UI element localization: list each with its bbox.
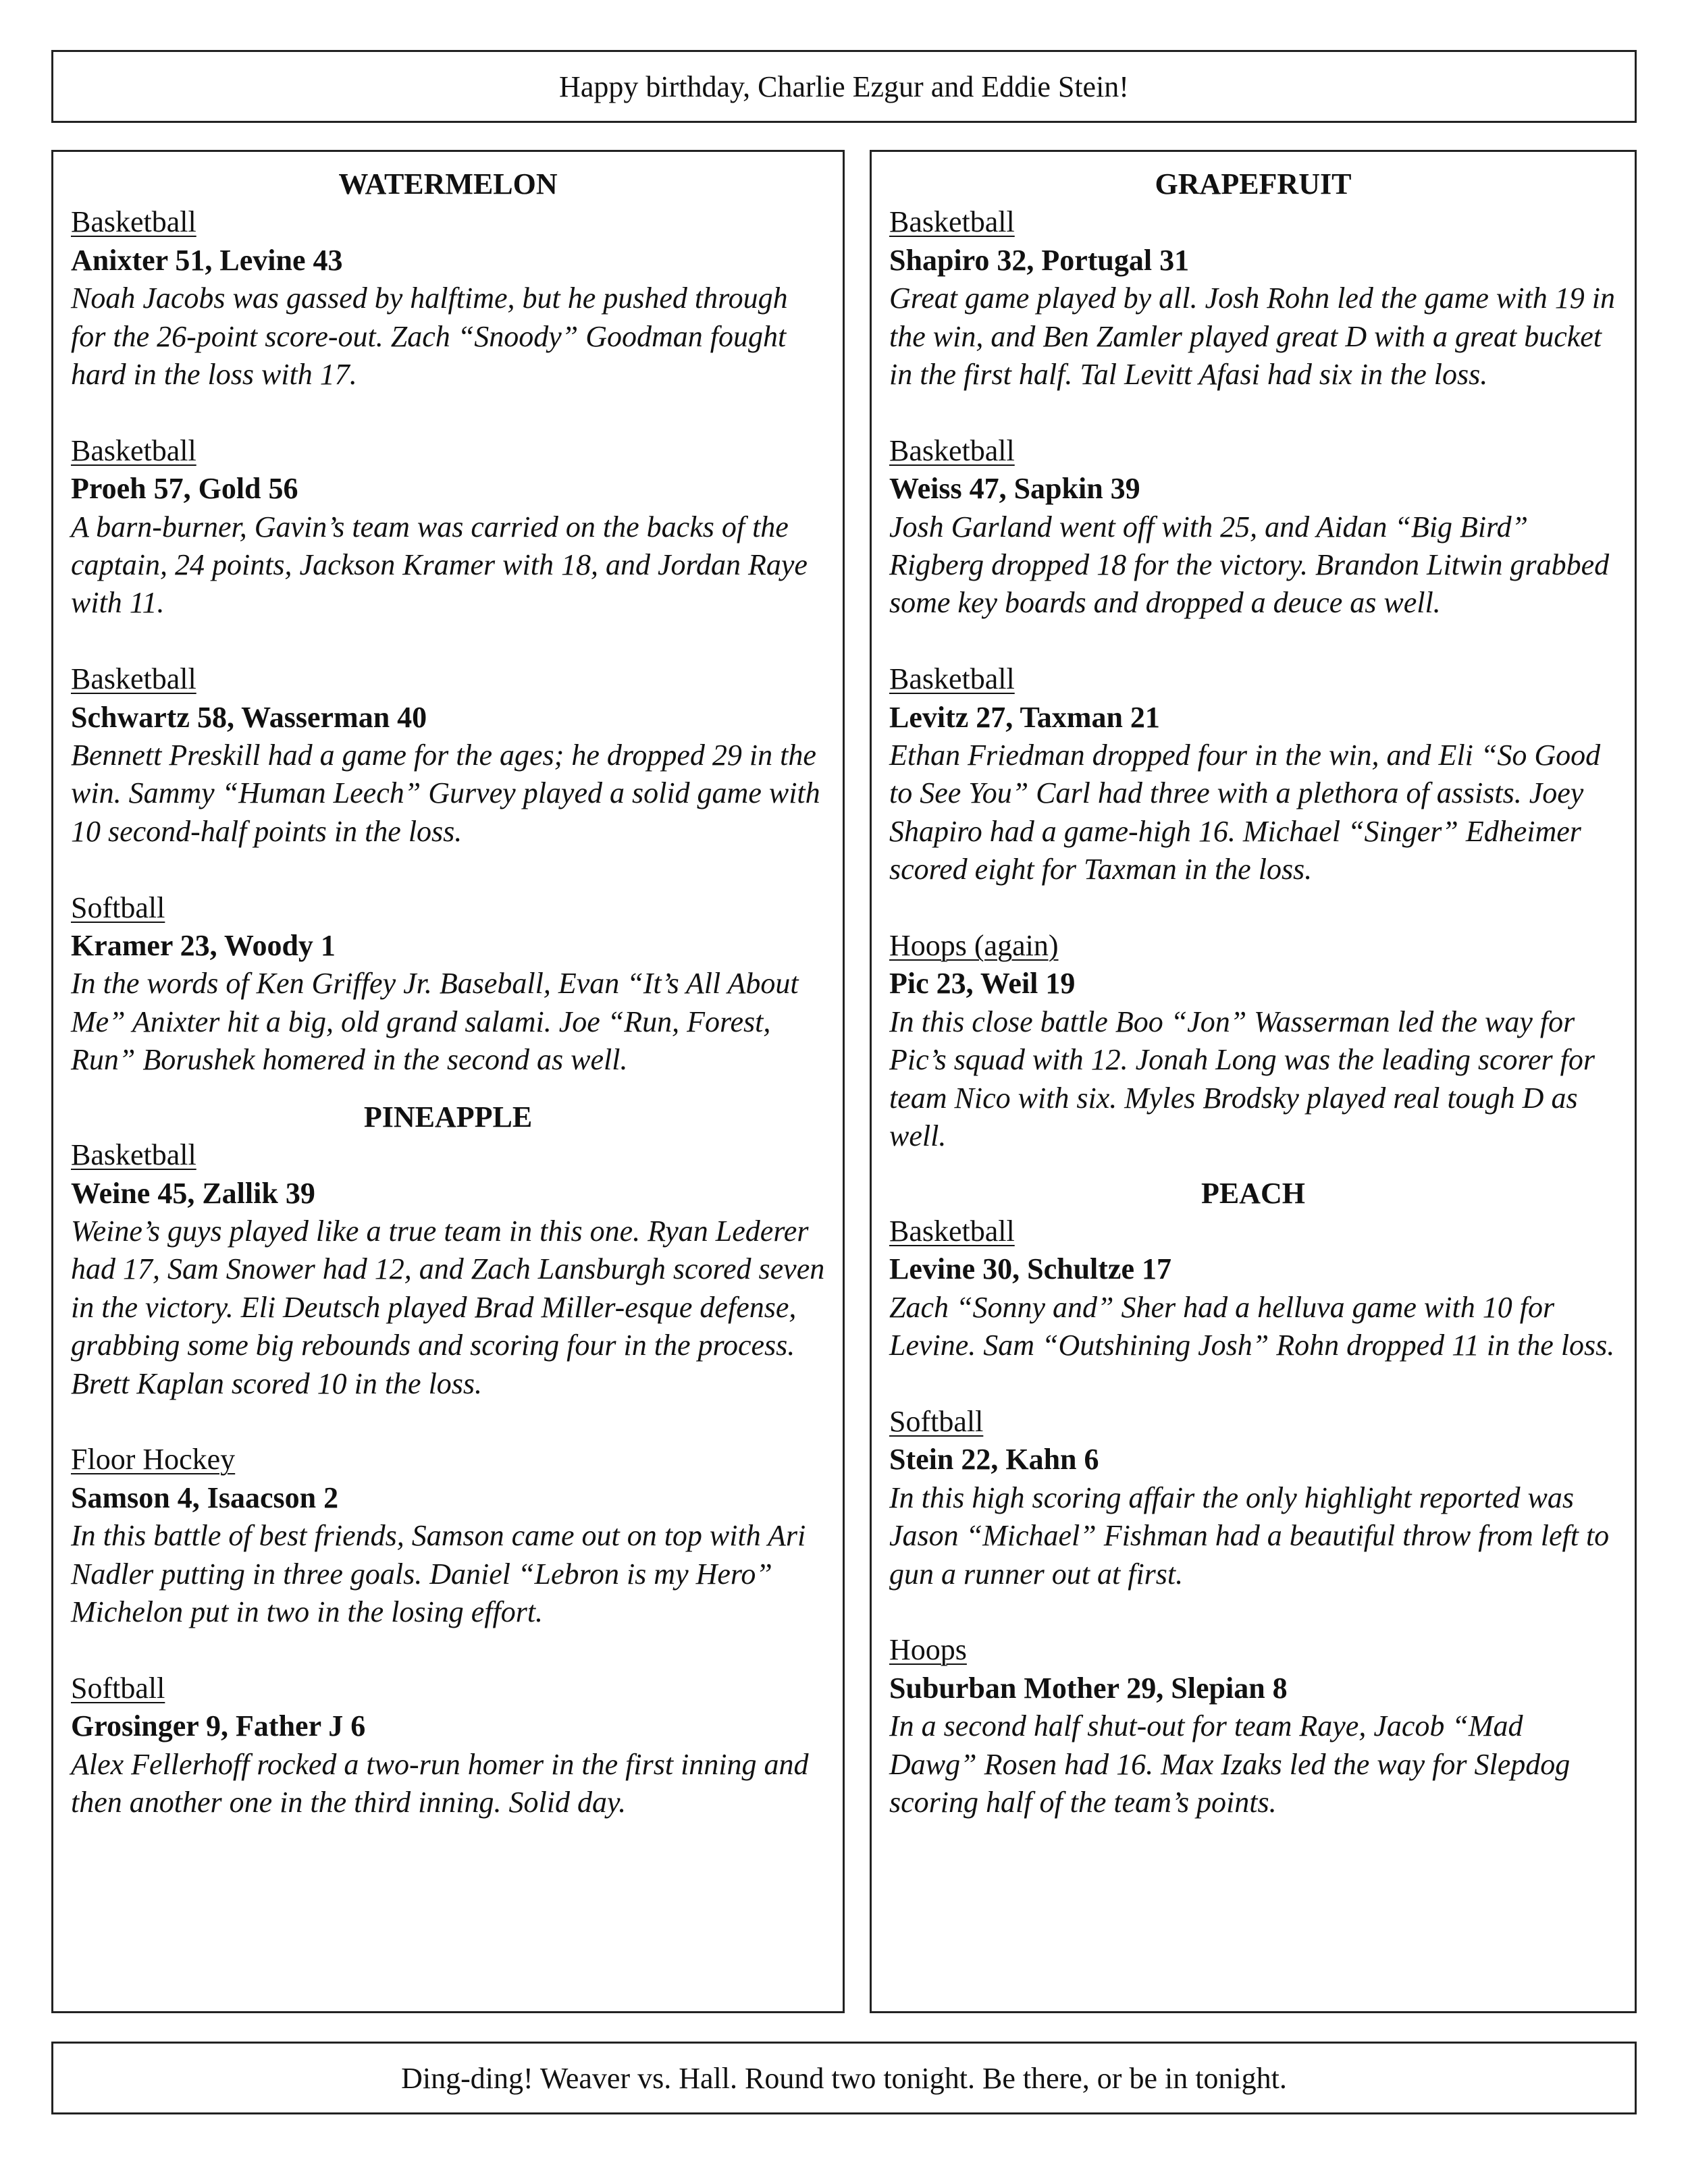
game-score: Schwartz 58, Wasserman 40	[71, 700, 427, 734]
game-score: Pic 23, Weil 19	[889, 967, 1076, 1001]
game-recap: Alex Fellerhoff rocked a two-run homer in the first inning and then another one in the third inning. Solid day.	[71, 1747, 809, 1819]
game-score: Shapiro 32, Portugal 31	[889, 243, 1190, 277]
sport-label: Softball	[71, 890, 165, 924]
sport-label: Basketball	[71, 433, 196, 467]
game-score: Levine 30, Schultze 17	[889, 1252, 1171, 1286]
league-section	[71, 165, 825, 1080]
footer-banner	[51, 2042, 1637, 2114]
sport-label: Floor Hockey	[71, 1443, 236, 1476]
game-recap: Zach “Sonny and” Sher had a helluva game with 10 for Levine. Sam “Outshining Josh” Rohn dropped 11 in the loss.	[889, 1290, 1615, 1362]
game-score: Samson 4, Isaacson 2	[71, 1481, 339, 1514]
league-heading: PINEAPPLE	[363, 1100, 533, 1134]
sport-label: Basketball	[889, 662, 1015, 696]
game-report	[71, 1441, 825, 1631]
game-recap: In the words of Ken Griffey Jr. Baseball, Evan “It’s All About Me” Anixter hit a big, old grand salami. Joe “Run, Forest, Run” Borushek homered in the second as well.	[71, 967, 799, 1077]
left-column	[51, 150, 845, 2013]
game-recap: Ethan Friedman dropped four in the win, and Eli “So Good to See You” Carl had three with a plethora of assists. Joey Shapiro had a game-high 16. Michael “Singer” Edheimer scored eight for Taxman in the loss.	[889, 739, 1601, 886]
game-score: Proeh 57, Gold 56	[71, 472, 298, 506]
game-report	[889, 1213, 1617, 1365]
league-section	[71, 1098, 825, 1822]
sport-label: Softball	[889, 1404, 984, 1438]
game-score: Stein 22, Kahn 6	[889, 1443, 1099, 1476]
sport-label: Basketball	[889, 1214, 1015, 1248]
sport-label: Basketball	[71, 205, 196, 239]
footer-banner-text: Ding-ding! Weaver vs. Hall. Round two tonight. Be there, or be in tonight.	[401, 2061, 1287, 2095]
league-heading: PEACH	[1201, 1176, 1305, 1210]
game-recap: Josh Garland went off with 25, and Aidan “Big Bird” Rigberg dropped 18 for the victory. Brandon Litwin grabbed some key boards and dropped a deuce as well.	[889, 510, 1610, 620]
game-report	[889, 1403, 1617, 1593]
sport-label: Softball	[71, 1671, 165, 1705]
sport-label: Hoops	[889, 1633, 967, 1667]
game-report	[889, 927, 1617, 1155]
game-report	[889, 203, 1617, 394]
game-report	[71, 203, 825, 394]
game-recap: Bennett Preskill had a game for the ages; he dropped 29 in the win. Sammy “Human Leech” Gurvey played a solid game with 10 second-half points in the loss.	[71, 739, 820, 848]
sport-label: Hoops (again)	[889, 929, 1059, 963]
league-heading: WATERMELON	[338, 167, 558, 201]
game-score: Grosinger 9, Father J 6	[71, 1709, 366, 1743]
game-score: Kramer 23, Woody 1	[71, 929, 336, 963]
game-recap: In this close battle Boo “Jon” Wasserman led the way for Pic’s squad with 12. Jonah Long was the leading scorer for team Nico with six. Myles Brodsky played real tough D as well.	[889, 1005, 1595, 1153]
game-report	[71, 432, 825, 622]
game-report	[889, 432, 1617, 622]
game-score: Weiss 47, Sapkin 39	[889, 472, 1140, 506]
game-score: Anixter 51, Levine 43	[71, 243, 343, 277]
game-report	[71, 1136, 825, 1403]
game-report	[889, 1631, 1617, 1821]
game-recap: Noah Jacobs was gassed by halftime, but he pushed through for the 26-point score-out. Zach “Snoody” Goodman fought hard in the loss with 17.	[71, 282, 788, 392]
birthday-banner-text: Happy birthday, Charlie Ezgur and Eddie Stein!	[559, 70, 1129, 103]
game-recap: In this battle of best friends, Samson came out on top with Ari Nadler putting in three goals. Daniel “Lebron is my Hero” Michelon put in two in the losing effort.	[71, 1519, 806, 1628]
sport-label: Basketball	[889, 205, 1015, 239]
game-recap: A barn-burner, Gavin’s team was carried on the backs of the captain, 24 points, Jackson Kramer with 18, and Jordan Raye with 11.	[71, 510, 808, 620]
game-report	[71, 889, 825, 1080]
league-section	[889, 165, 1617, 1156]
sport-label: Basketball	[71, 1138, 196, 1172]
game-report	[889, 660, 1617, 888]
game-score: Suburban Mother 29, Slepian 8	[889, 1671, 1288, 1705]
game-recap: Weine’s guys played like a true team in this one. Ryan Lederer had 17, Sam Snower had 12, and Zach Lansburgh scored seven in the victory. Eli Deutsch played Brad Miller-esque defense, grabbing some big rebounds and scoring four in the process. Brett Kaplan scored 10 in the loss.	[71, 1214, 825, 1400]
right-column	[870, 150, 1637, 2013]
sport-label: Basketball	[71, 662, 196, 696]
game-recap: In a second half shut-out for team Raye, Jacob “Mad Dawg” Rosen had 16. Max Izaks led the way for Slepdog scoring half of the team’s points.	[889, 1709, 1571, 1819]
league-heading: GRAPEFRUIT	[1155, 167, 1352, 201]
birthday-banner	[51, 50, 1637, 123]
game-score: Weine 45, Zallik 39	[71, 1176, 315, 1210]
league-section	[889, 1175, 1617, 1822]
sport-label: Basketball	[889, 433, 1015, 467]
game-report	[71, 660, 825, 851]
game-report	[71, 1670, 825, 1822]
game-recap: Great game played by all. Josh Rohn led the game with 19 in the win, and Ben Zamler played great D with a great bucket in the first half. Tal Levitt Afasi had six in the loss.	[889, 282, 1615, 392]
game-score: Levitz 27, Taxman 21	[889, 700, 1160, 734]
game-recap: In this high scoring affair the only highlight reported was Jason “Michael” Fishman had a beautiful throw from left to gun a runner out at first.	[889, 1481, 1610, 1591]
